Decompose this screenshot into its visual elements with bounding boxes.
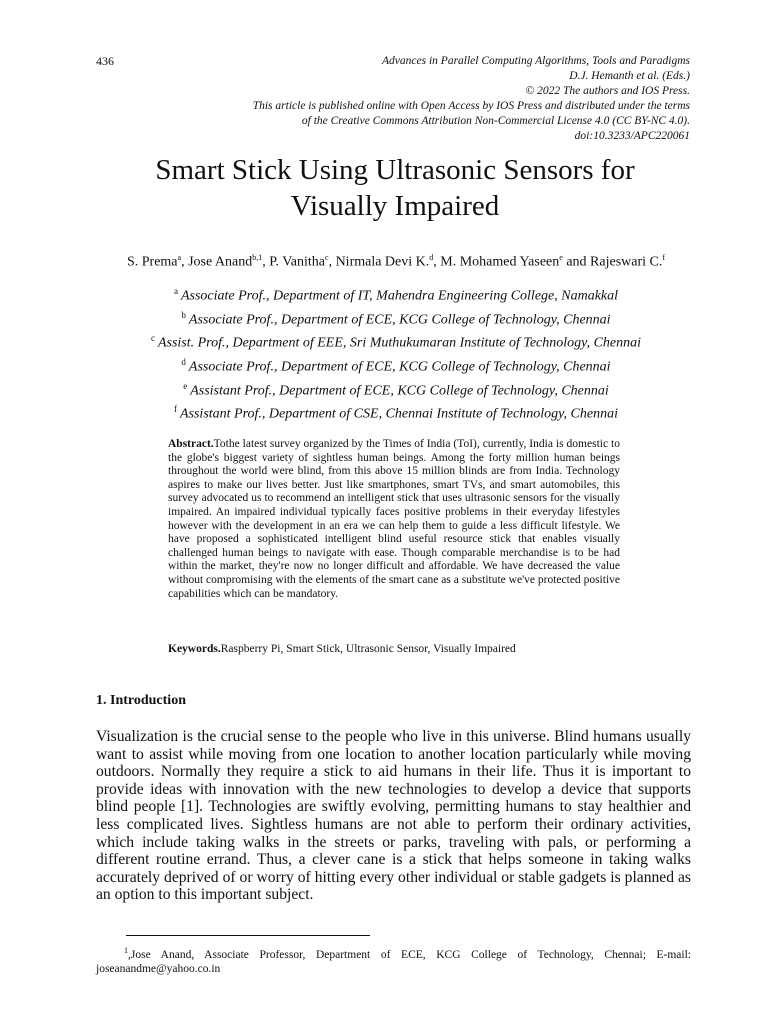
footnote-text: ,Jose Anand, Associate Professor, Department of ECE, KCG College of Technology, Chennai; E-mail: joseanandme@yahoo.co.in: [96, 948, 691, 975]
affiliation-text: Associate Prof., Department of IT, Mahendra Engineering College, Namakkal: [180, 288, 619, 304]
affiliation-text: Assistant Prof., Department of CSE, Chennai Institute of Technology, Chennai: [179, 406, 618, 422]
title-line-1: Smart Stick Using Ultrasonic Sensors for: [155, 154, 635, 186]
abstract: [168, 438, 620, 601]
author-name: M. Mohamed Yaseen: [440, 254, 560, 270]
affiliation-mark: b: [181, 309, 186, 320]
author-affiliation-mark: e: [559, 253, 563, 262]
affiliation: [86, 400, 706, 424]
affiliation: [86, 377, 706, 401]
keywords-label: Keywords.: [168, 643, 221, 655]
publication-header: [110, 54, 690, 144]
affiliation-text: Assistant Prof., Department of ECE, KCG College of Technology, Chennai: [190, 383, 609, 399]
author-name: S. Prema: [126, 254, 178, 270]
affiliation: [86, 353, 706, 377]
author-separator: ,: [433, 254, 441, 270]
affiliation-mark: a: [173, 286, 178, 296]
page-number: 436: [96, 54, 114, 68]
affiliation: [86, 329, 706, 353]
header-line: This article is published online with Open Access by IOS Press and distributed under the terms: [252, 100, 690, 112]
affiliation-mark: c: [150, 333, 155, 344]
author-separator: ,: [181, 254, 189, 270]
author-affiliation-mark: b,1: [252, 253, 263, 262]
affiliation-text: Associate Prof., Department of ECE, KCG College of Technology, Chennai: [188, 312, 611, 328]
abstract-label: Abstract.: [168, 438, 214, 450]
author-separator: and: [562, 254, 591, 270]
header-line: D.J. Hemanth et al. (Eds.): [569, 70, 690, 82]
author-affiliation-mark: c: [325, 253, 329, 262]
author-name: Nirmala Devi K.: [335, 254, 430, 270]
footnote-mark: 1: [124, 946, 128, 955]
paper-title: [60, 152, 730, 224]
author-list: [86, 248, 706, 272]
introduction-paragraph: Visualization is the crucial sense to the people who live in this universe. Blind humans usually want to assist while moving from one location to another location particularly while moving outdoors. Normally they require a stick to aid humans in their life. Thus it is important to provide ideas with innovation with the new technologies to develop a device that supports blind people [1]. Technologies are swiftly evolving, permitting humans to stay healthier and less complicated lives. Sightless humans are not able to perform their ordinary activities, which include taking walks in the streets or parks, traveling with pals, or performing a different routine errand. Thus, a clever cane is a stick that helps someone in taking walks accurately deprived of or worry of hitting every other individual or stable gadgets is planned as an option to this important subject.: [96, 728, 691, 904]
keywords: [168, 642, 620, 656]
affiliation-text: Assist. Prof., Department of EEE, Sri Muthukumaran Institute of Technology, Chennai: [157, 335, 642, 351]
author-separator: ,: [262, 254, 270, 270]
affiliation: [86, 306, 706, 330]
affiliation-mark: e: [183, 380, 188, 391]
author-affiliation-mark: d: [429, 253, 434, 262]
author-affiliation-mark: f: [662, 253, 666, 262]
header-line: of the Creative Commons Attribution Non-Commercial License 4.0 (CC BY-NC 4.0).: [301, 115, 690, 127]
header-line: doi:10.3233/APC220061: [574, 130, 690, 142]
footnote-indent: [96, 949, 124, 961]
section-heading: 1. Introduction: [96, 693, 186, 708]
footnote-divider: [126, 935, 370, 936]
affiliation: [86, 282, 706, 306]
keywords-text: Raspberry Pi, Smart Stick, Ultrasonic Sensor, Visually Impaired: [220, 643, 516, 655]
affiliation-list: [86, 282, 706, 424]
header-line: © 2022 The authors and IOS Press.: [525, 85, 690, 97]
title-line-2: Visually Impaired: [290, 190, 500, 222]
abstract-text: Tothe latest survey organized by the Times of India (ToI), currently, India is domestic to the globe's biggest variety of sightless human beings. Among the forty million human beings throughout the world were blind, from this above 15 million blinds are from India. Technology aspires to make our lives better. Just like smartphones, smart TVs, and smart automobiles, this survey advocated us to recommend an intelligent stick that uses ultrasonic sensors for the visually impaired. An impaired individual typically faces positive problems in their everyday lifestyles however with the development in an era we can help them to guide a less difficult lifestyle. We have proposed a sophisticated intelligent blind useful resource stick that enables visually challenged human beings to navigate with ease. Though comparable merchandise is to be had within the market, they're now no longer difficult and affordable. We have decreased the value without compromising with the elements of the smart cane as a substitute we've protected positive capabilities which can be mandatory.: [168, 438, 620, 600]
author-name: Jose Anand: [188, 254, 253, 270]
affiliation-mark: f: [173, 404, 177, 415]
header-line: Advances in Parallel Computing Algorithms, Tools and Paradigms: [382, 55, 690, 67]
author-affiliation-mark: a: [177, 253, 182, 262]
author-name: Rajeswari C.: [590, 254, 663, 270]
footnote: [96, 944, 691, 976]
author-separator: ,: [328, 254, 336, 270]
affiliation-text: Associate Prof., Department of ECE, KCG College of Technology, Chennai: [188, 359, 611, 375]
author-name: P. Vanitha: [269, 254, 325, 270]
affiliation-mark: d: [181, 356, 186, 367]
